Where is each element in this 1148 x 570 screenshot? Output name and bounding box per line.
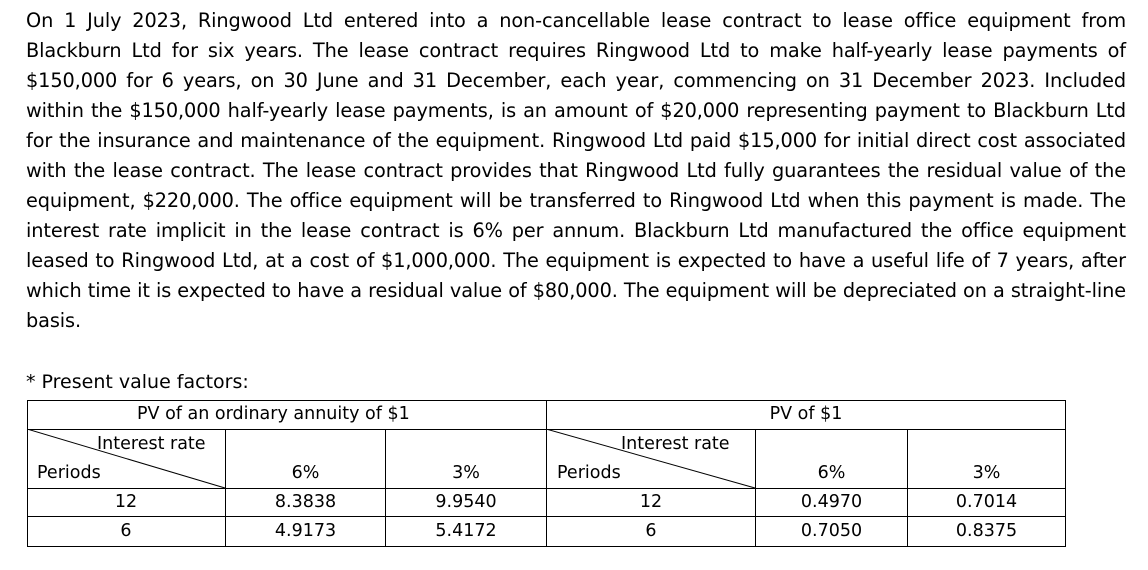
annuity-rate-6: 6% [291,463,320,483]
lease-question-paragraph: On 1 July 2023, Ringwood Ltd entered into a non-cancellable lease contract to lease office equipment from Blackburn Ltd for six years. The lease contract requires Ringwood Ltd to make half-yearly lease payments of $150,000 for 6 years, on 30 June and 31 December, each year, commencing on 31 December 2023. Included within the $150,000 half-yearly lease payments, is an amount of $20,000 representing payment to Blackburn Ltd for the insurance and maintenance of the equipment. Ringwood Ltd paid $15,000 for initial direct cost associated with the lease contract. The lease contract provides that Ringwood Ltd fully guarantees the residual value of the equipment, $220,000. The office equipment will be transferred to Ringwood Ltd when this payment is made. The interest rate implicit in the lease contract is 6% per annum. Blackburn Ltd manufactured the office equipment leased to Ringwood Ltd, at a cost of $1,000,000. The equipment is expected to have a useful life of 7 years, after which time it is expected to have a residual value of $80,000. The equipment will be depreciated on a straight-line basis. [26,9,1126,332]
present-value-factors-label: * Present value factors: [26,371,249,393]
annuity-period-cell: 6 [120,521,132,541]
annuity-value-cell: 8.3838 [274,492,337,512]
annuity-value-cell: 5.4172 [435,521,497,541]
single-value-cell: 0.8375 [955,521,1018,541]
single-interest-rate-header: Interest rate [621,434,730,454]
annuity-interest-rate-header: Interest rate [97,434,206,454]
annuity-period-cell: 12 [114,492,138,512]
single-value-cell: 0.4970 [800,492,863,512]
single-rate-6: 6% [817,463,846,483]
annuity-periods-header: Periods [37,463,101,483]
annuity-value-cell: 9.9540 [435,492,497,512]
table-border-right [1065,400,1066,547]
single-rate-3: 3% [972,463,1001,483]
single-period-cell: 12 [639,492,663,512]
single-sum-table-title: PV of $1 [769,404,843,424]
single-periods-header: Periods [557,463,621,483]
single-period-cell: 6 [645,521,657,541]
annuity-table-title: PV of an ordinary annuity of $1 [137,404,410,424]
annuity-value-cell: 4.9173 [274,521,337,541]
single-value-cell: 0.7014 [955,492,1018,512]
annuity-rate-3: 3% [452,463,480,483]
single-value-cell: 0.7050 [800,521,863,541]
present-value-factors-table [27,400,1066,547]
